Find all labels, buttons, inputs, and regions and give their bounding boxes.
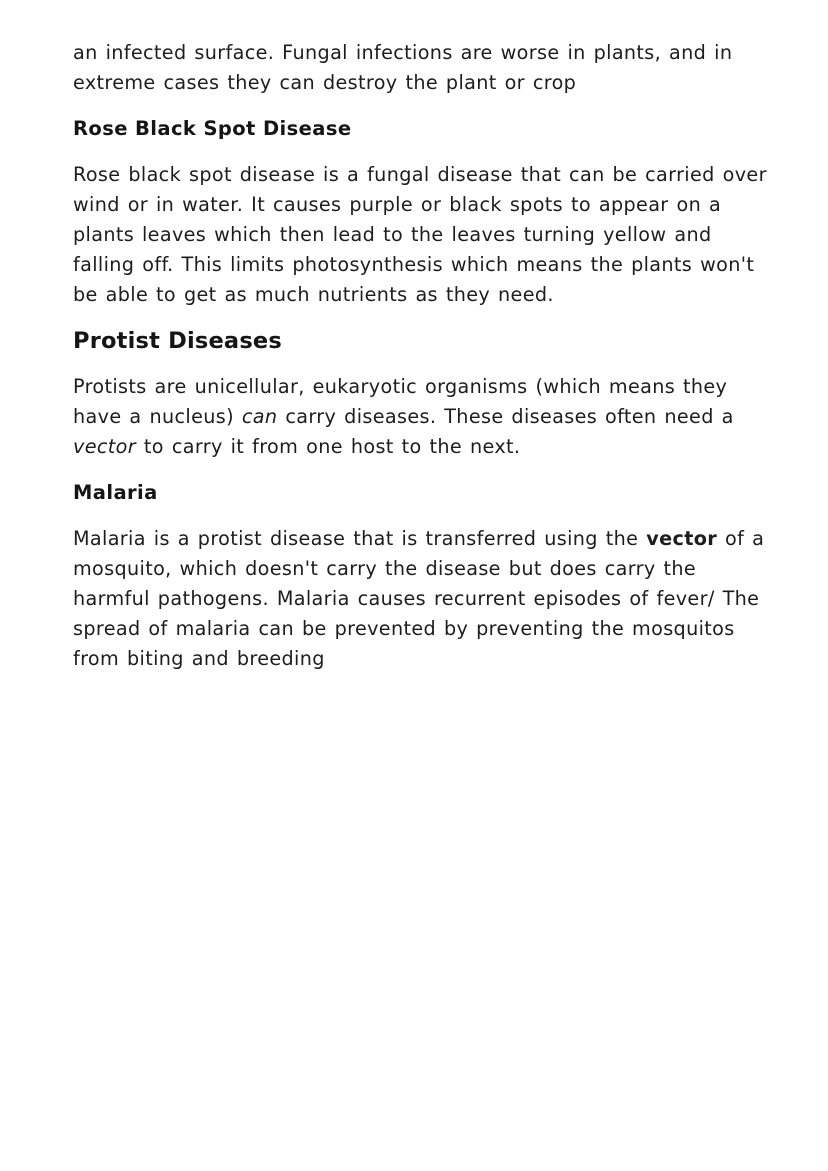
protist-text-1: Protists are unicellular, eukaryotic organisms (which means they have a nucleus) (73, 375, 728, 428)
rose-black-spot-paragraph: Rose black spot disease is a fungal disease that can be carried over wind or in water. It causes purple or black spots to appear on a plants leaves which then lead to the leaves turning yellow and falling off. This limits photosynthesis which means the plants won't be able to get as much nutrients as they need. (73, 163, 767, 306)
protist-text-3: to carry it from one host to the next. (135, 435, 521, 458)
malaria-paragraph (73, 524, 773, 674)
malaria-strong-vector: vector (646, 527, 718, 550)
malaria-text-2: of a mosquito, which doesn't carry the disease but does carry the harmful pathogens. Malaria causes recurrent episodes of fever/ The spread of malaria can be prevented by preventing the mosquitos from biting and breeding (73, 527, 765, 670)
protist-diseases-paragraph (73, 372, 773, 462)
intro-paragraph: an infected surface. Fungal infections are worse in plants, and in extreme cases they can destroy the plant or crop (73, 41, 733, 94)
malaria-text-1: Malaria is a protist disease that is transferred using the (73, 527, 647, 550)
protist-diseases-heading: Protist Diseases (73, 328, 282, 354)
protist-emphasis-vector: vector (73, 435, 136, 458)
malaria-heading: Malaria (73, 481, 158, 504)
protist-text-2: carry diseases. These diseases often need a (277, 405, 734, 428)
document-page (73, 38, 773, 674)
protist-emphasis-can: can (241, 405, 278, 428)
rose-black-spot-heading: Rose Black Spot Disease (73, 117, 352, 140)
